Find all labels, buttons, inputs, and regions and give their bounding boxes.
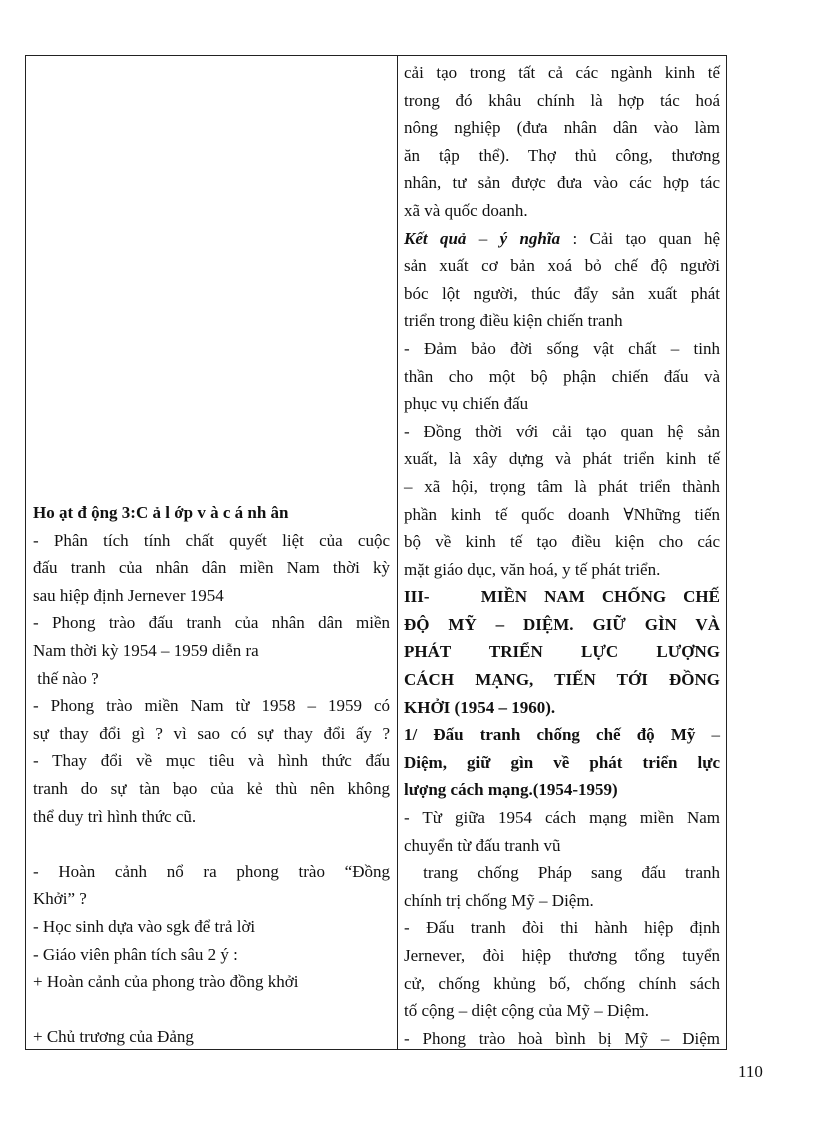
left-line: - Giáo viên phân tích sâu 2 ý : <box>33 944 238 964</box>
right-line: - Từ giữa 1954 cách mạng miền Nam <box>404 808 720 828</box>
right-line: trong đó khâu chính là hợp tác hoá <box>404 90 720 110</box>
section-heading: KHỞI (1954 – 1960). <box>404 697 556 717</box>
right-line: mặt giáo dục, văn hoá, y tế phát triển. <box>404 559 661 579</box>
subsection-heading: lượng cách mạng.(1954-1959) <box>404 780 618 800</box>
right-line: phục vụ chiến đấu <box>404 394 529 414</box>
right-line: sản xuất cơ bản xoá bỏ chế độ người <box>404 256 720 276</box>
right-line: phần kinh tế quốc doanh ∀Những tiến <box>404 504 720 524</box>
right-column-text <box>404 59 720 1052</box>
section-heading: CÁCH MẠNG, TIẾN TỚI ĐỒNG <box>404 670 720 690</box>
section-heading: III- MIỀN NAM CHỐNG CHẾ <box>404 587 720 607</box>
result-line <box>404 225 720 253</box>
left-line: + Hoàn cảnh của phong trào đồng khởi <box>33 972 299 992</box>
section-heading: ĐỘ MỸ – DIỆM. GIỮ GÌN VÀ <box>404 614 720 634</box>
result-text: : Cải tạo quan hệ <box>560 228 721 248</box>
left-line: - Thay đổi về mục tiêu và hình thức đấu <box>33 751 390 771</box>
right-line: trang chống Pháp sang đấu tranh <box>404 863 720 883</box>
content-table <box>25 55 727 1050</box>
left-column <box>26 56 398 1049</box>
right-line: chuyển từ đấu tranh vũ <box>404 835 561 855</box>
right-line: bộ về kinh tế tạo điều kiện cho các <box>404 532 720 552</box>
meaning-label: ý nghĩa <box>499 228 561 248</box>
left-line: sau hiệp định Jernever 1954 <box>33 585 224 605</box>
left-line: - Phân tích tính chất quyết liệt của cuộc <box>33 530 390 550</box>
subsection-heading: 1/ Đấu tranh chống chế độ Mỹ <box>404 725 696 745</box>
section-heading: PHÁT TRIỂN LỰC LƯỢNG <box>404 642 720 662</box>
result-dash: – <box>466 228 500 248</box>
right-line: tố cộng – diệt cộng của Mỹ – Diệm. <box>404 1001 650 1021</box>
right-line: chính trị chống Mỹ – Diệm. <box>404 890 594 910</box>
left-line: tranh do sự tàn bạo của kẻ thù nên không <box>33 778 390 798</box>
left-line: thế nào ? <box>33 668 99 688</box>
right-line: cử, chống khủng bố, chống chính sách <box>404 973 720 993</box>
right-line: cải tạo trong tất cả các ngành kinh tế <box>404 63 720 82</box>
page-number: 110 <box>738 1062 763 1081</box>
right-line: - Đấu tranh đòi thi hành hiệp định <box>404 918 720 938</box>
activity-heading: Ho ạt đ ộng 3:C ả l ớp v à c á nh ân <box>33 503 289 522</box>
right-line: - Phong trào hoà bình bị Mỹ – Diệm <box>404 1028 720 1048</box>
right-line: thần cho một bộ phận chiến đấu và <box>404 366 720 386</box>
right-line: nhân, tư sản được đưa vào các hợp tác <box>404 173 720 193</box>
left-line: Nam thời kỳ 1954 – 1959 diễn ra <box>33 640 259 660</box>
subsection-heading: Diệm, giữ gìn về phát triển lực <box>404 752 720 772</box>
right-line: ăn tập thể). Thợ thủ công, thương <box>404 145 720 165</box>
left-column-text <box>33 499 390 1051</box>
blank-line <box>33 996 390 1024</box>
right-line: - Đồng thời với cải tạo quan hệ sản <box>404 421 720 441</box>
right-line: - Đảm bảo đời sống vật chất – tinh <box>404 338 720 358</box>
left-line: - Hoàn cảnh nổ ra phong trào “Đồng <box>33 861 390 881</box>
left-line: Khởi” ? <box>33 889 87 909</box>
left-line: đấu tranh của nhân dân miền Nam thời kỳ <box>33 558 390 578</box>
right-line: triển trong điều kiện chiến tranh <box>404 311 623 331</box>
right-line: – xã hội, trọng tâm là phát triển thành <box>404 476 720 496</box>
subsection-dash: – <box>695 725 721 745</box>
right-column <box>398 56 726 1049</box>
right-line: nông nghiệp (đưa nhân dân vào làm <box>404 118 720 138</box>
left-line: thể duy trì hình thức cũ. <box>33 806 197 826</box>
right-line: xã và quốc doanh. <box>404 200 528 220</box>
right-line: bóc lột người, thúc đẩy sản xuất phát <box>404 283 720 303</box>
left-line: - Học sinh dựa vào sgk để trả lời <box>33 916 256 936</box>
blank-line <box>33 830 390 858</box>
result-label: Kết quả <box>404 228 467 248</box>
left-line: sự thay đổi gì ? vì sao có sự thay đổi ấy ? <box>33 723 390 743</box>
left-line: - Phong trào đấu tranh của nhân dân miền <box>33 613 390 633</box>
right-line: Jernever, đòi hiệp thương tổng tuyển <box>404 946 720 965</box>
subsection-heading-line <box>404 721 720 749</box>
right-line: xuất, là xây dựng và phát triển kinh tế <box>404 449 720 469</box>
left-line: + Chủ trương của Đảng <box>33 1027 194 1047</box>
left-line: - Phong trào miền Nam từ 1958 – 1959 có <box>33 696 390 716</box>
